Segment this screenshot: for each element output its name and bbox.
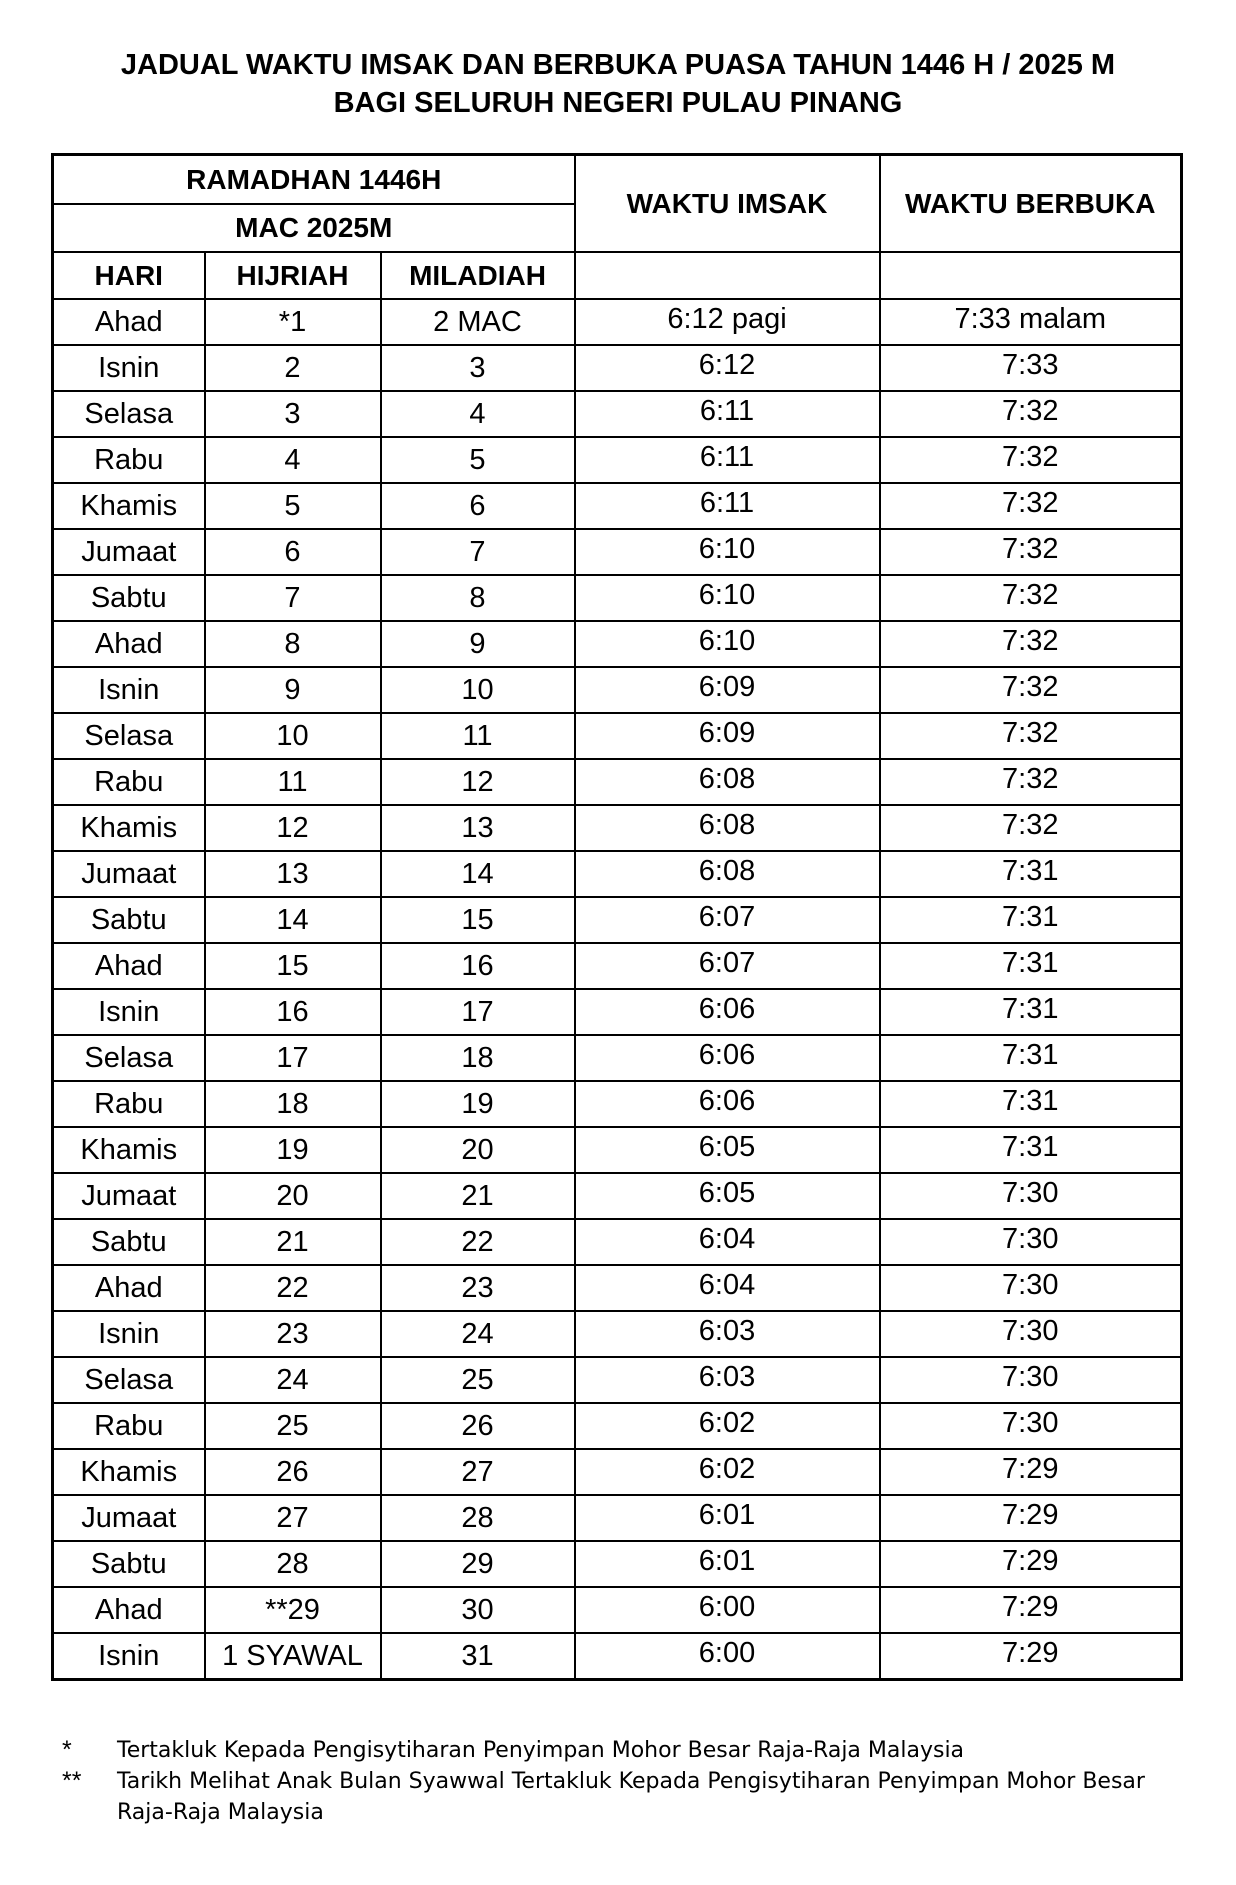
cell-hijriah: 22 (205, 1265, 381, 1311)
table-row (53, 483, 1182, 529)
table-row (53, 897, 1182, 943)
cell-berbuka: 7:30 (880, 1311, 1182, 1357)
table-row (53, 1081, 1182, 1127)
cell-hari: Khamis (53, 805, 205, 851)
cell-miladiah: 26 (381, 1403, 575, 1449)
document-title-line-1: JADUAL WAKTU IMSAK DAN BERBUKA PUASA TAHUN 1446 H / 2025 M (120, 49, 1116, 81)
cell-hijriah: *1 (205, 299, 381, 345)
document-title-line-2: BAGI SELURUH NEGERI PULAU PINANG (333, 87, 903, 119)
cell-hijriah: 8 (205, 621, 381, 667)
cell-imsak: 6:02 (575, 1449, 880, 1495)
cell-hijriah: 6 (205, 529, 381, 575)
cell-miladiah: 15 (381, 897, 575, 943)
cell-imsak: 6:01 (575, 1495, 880, 1541)
cell-hari: Isnin (53, 1633, 205, 1680)
cell-miladiah: 17 (381, 989, 575, 1035)
cell-miladiah: 16 (381, 943, 575, 989)
cell-hijriah: 11 (205, 759, 381, 805)
cell-miladiah: 31 (381, 1633, 575, 1680)
cell-hari: Selasa (53, 1035, 205, 1081)
footnote-mark: * (62, 1736, 72, 1764)
cell-imsak: 6:02 (575, 1403, 880, 1449)
cell-hari: Khamis (53, 483, 205, 529)
cell-imsak: 6:07 (575, 943, 880, 989)
cell-hari: Sabtu (53, 1541, 205, 1587)
cell-hari: Jumaat (53, 851, 205, 897)
cell-hari: Jumaat (53, 1173, 205, 1219)
cell-imsak: 6:11 (575, 391, 880, 437)
cell-berbuka: 7:31 (880, 1127, 1182, 1173)
table-row (53, 943, 1182, 989)
cell-imsak: 6:03 (575, 1357, 880, 1403)
cell-hijriah: 16 (205, 989, 381, 1035)
cell-berbuka: 7:31 (880, 943, 1182, 989)
table-row (53, 575, 1182, 621)
cell-imsak: 6:12 pagi (575, 299, 880, 345)
cell-imsak: 6:10 (575, 621, 880, 667)
cell-hijriah: 25 (205, 1403, 381, 1449)
cell-imsak: 6:01 (575, 1541, 880, 1587)
cell-berbuka: 7:31 (880, 1035, 1182, 1081)
cell-berbuka: 7:31 (880, 989, 1182, 1035)
cell-miladiah: 20 (381, 1127, 575, 1173)
cell-hari: Jumaat (53, 529, 205, 575)
table-row (53, 1127, 1182, 1173)
cell-hijriah: 21 (205, 1219, 381, 1265)
cell-berbuka: 7:31 (880, 1081, 1182, 1127)
cell-miladiah: 30 (381, 1587, 575, 1633)
cell-miladiah: 27 (381, 1449, 575, 1495)
cell-berbuka: 7:32 (880, 529, 1182, 575)
cell-hari: Selasa (53, 1357, 205, 1403)
cell-hijriah: **29 (205, 1587, 381, 1633)
cell-miladiah: 4 (381, 391, 575, 437)
cell-hijriah: 13 (205, 851, 381, 897)
cell-imsak: 6:11 (575, 437, 880, 483)
cell-hari: Selasa (53, 713, 205, 759)
cell-berbuka: 7:29 (880, 1495, 1182, 1541)
table-row (53, 1587, 1182, 1633)
cell-miladiah: 25 (381, 1357, 575, 1403)
cell-hari: Selasa (53, 391, 205, 437)
cell-hijriah: 20 (205, 1173, 381, 1219)
table-row (53, 759, 1182, 805)
cell-miladiah: 24 (381, 1311, 575, 1357)
cell-hari: Jumaat (53, 1495, 205, 1541)
cell-hari: Rabu (53, 1081, 205, 1127)
cell-imsak: 6:06 (575, 1035, 880, 1081)
cell-hijriah: 7 (205, 575, 381, 621)
cell-imsak: 6:10 (575, 575, 880, 621)
table-row (53, 1403, 1182, 1449)
cell-berbuka: 7:30 (880, 1173, 1182, 1219)
table-row (53, 851, 1182, 897)
cell-hari: Sabtu (53, 1219, 205, 1265)
cell-imsak: 6:08 (575, 759, 880, 805)
cell-berbuka: 7:32 (880, 575, 1182, 621)
cell-miladiah: 29 (381, 1541, 575, 1587)
cell-hari: Ahad (53, 1587, 205, 1633)
table-row (53, 345, 1182, 391)
cell-miladiah: 3 (381, 345, 575, 391)
cell-imsak: 6:04 (575, 1219, 880, 1265)
cell-berbuka: 7:29 (880, 1449, 1182, 1495)
cell-miladiah: 22 (381, 1219, 575, 1265)
header-hari: HARI (53, 252, 205, 299)
footnote-1 (62, 1735, 1197, 1766)
table-row (53, 1219, 1182, 1265)
cell-miladiah: 6 (381, 483, 575, 529)
footnote-text: Tarikh Melihat Anak Bulan Syawwal Tertakluk Kepada Pengisytiharan Penyimpan Mohor Besar Raja-Raja Malaysia (117, 1769, 1145, 1825)
cell-imsak: 6:04 (575, 1265, 880, 1311)
cell-miladiah: 7 (381, 529, 575, 575)
cell-miladiah: 14 (381, 851, 575, 897)
cell-berbuka: 7:32 (880, 759, 1182, 805)
cell-berbuka: 7:33 (880, 345, 1182, 391)
cell-miladiah: 11 (381, 713, 575, 759)
table-row (53, 1357, 1182, 1403)
schedule-table (51, 153, 1183, 1681)
cell-hari: Isnin (53, 667, 205, 713)
cell-berbuka: 7:32 (880, 483, 1182, 529)
table-row (53, 621, 1182, 667)
cell-imsak: 6:08 (575, 851, 880, 897)
table-row (53, 1633, 1182, 1680)
cell-miladiah: 12 (381, 759, 575, 805)
cell-hari: Ahad (53, 621, 205, 667)
cell-berbuka: 7:32 (880, 805, 1182, 851)
cell-hijriah: 18 (205, 1081, 381, 1127)
cell-imsak: 6:09 (575, 667, 880, 713)
table-row (53, 299, 1182, 345)
cell-hijriah: 12 (205, 805, 381, 851)
cell-imsak: 6:00 (575, 1633, 880, 1680)
cell-berbuka: 7:32 (880, 437, 1182, 483)
schedule-table-header (53, 155, 1182, 300)
cell-berbuka: 7:32 (880, 667, 1182, 713)
cell-hijriah: 3 (205, 391, 381, 437)
cell-berbuka: 7:30 (880, 1265, 1182, 1311)
cell-berbuka: 7:29 (880, 1587, 1182, 1633)
cell-berbuka: 7:32 (880, 713, 1182, 759)
header-imsak-blank (575, 252, 880, 299)
cell-hijriah: 23 (205, 1311, 381, 1357)
cell-hijriah: 17 (205, 1035, 381, 1081)
header-mac: MAC 2025M (53, 204, 575, 252)
cell-miladiah: 13 (381, 805, 575, 851)
cell-miladiah: 18 (381, 1035, 575, 1081)
cell-hijriah: 28 (205, 1541, 381, 1587)
cell-imsak: 6:11 (575, 483, 880, 529)
cell-berbuka: 7:33 malam (880, 299, 1182, 345)
cell-hijriah: 10 (205, 713, 381, 759)
cell-hijriah: 27 (205, 1495, 381, 1541)
header-ramadhan: RAMADHAN 1446H (53, 155, 575, 205)
table-row (53, 529, 1182, 575)
cell-imsak: 6:06 (575, 1081, 880, 1127)
cell-hari: Ahad (53, 1265, 205, 1311)
cell-imsak: 6:12 (575, 345, 880, 391)
cell-berbuka: 7:31 (880, 851, 1182, 897)
cell-imsak: 6:10 (575, 529, 880, 575)
footnotes (62, 1735, 1197, 1828)
table-row (53, 989, 1182, 1035)
cell-miladiah: 19 (381, 1081, 575, 1127)
table-row (53, 667, 1182, 713)
cell-berbuka: 7:30 (880, 1403, 1182, 1449)
cell-imsak: 6:06 (575, 989, 880, 1035)
cell-miladiah: 10 (381, 667, 575, 713)
cell-hari: Khamis (53, 1449, 205, 1495)
cell-miladiah: 2 MAC (381, 299, 575, 345)
cell-berbuka: 7:31 (880, 897, 1182, 943)
cell-berbuka: 7:32 (880, 391, 1182, 437)
cell-imsak: 6:05 (575, 1173, 880, 1219)
cell-hijriah: 24 (205, 1357, 381, 1403)
cell-imsak: 6:09 (575, 713, 880, 759)
footnote-mark: ** (62, 1767, 82, 1795)
cell-hijriah: 5 (205, 483, 381, 529)
table-row (53, 1311, 1182, 1357)
cell-miladiah: 28 (381, 1495, 575, 1541)
cell-imsak: 6:03 (575, 1311, 880, 1357)
cell-hari: Rabu (53, 1403, 205, 1449)
cell-hari: Sabtu (53, 575, 205, 621)
header-berbuka-blank (880, 252, 1182, 299)
table-row (53, 1449, 1182, 1495)
cell-miladiah: 8 (381, 575, 575, 621)
cell-miladiah: 5 (381, 437, 575, 483)
cell-hari: Ahad (53, 299, 205, 345)
table-row (53, 1265, 1182, 1311)
header-miladiah: MILADIAH (381, 252, 575, 299)
cell-imsak: 6:05 (575, 1127, 880, 1173)
table-row (53, 437, 1182, 483)
table-row (53, 1495, 1182, 1541)
cell-berbuka: 7:29 (880, 1633, 1182, 1680)
cell-hari: Isnin (53, 1311, 205, 1357)
cell-miladiah: 23 (381, 1265, 575, 1311)
cell-hijriah: 19 (205, 1127, 381, 1173)
header-hijriah: HIJRIAH (205, 252, 381, 299)
cell-hari: Rabu (53, 437, 205, 483)
cell-hijriah: 2 (205, 345, 381, 391)
cell-berbuka: 7:30 (880, 1219, 1182, 1265)
cell-berbuka: 7:30 (880, 1357, 1182, 1403)
cell-hijriah: 9 (205, 667, 381, 713)
table-row (53, 1541, 1182, 1587)
footnote-2 (62, 1766, 1197, 1828)
cell-hijriah: 1 SYAWAL (205, 1633, 381, 1680)
cell-hari: Ahad (53, 943, 205, 989)
cell-berbuka: 7:32 (880, 621, 1182, 667)
cell-miladiah: 9 (381, 621, 575, 667)
table-row (53, 391, 1182, 437)
table-row (53, 805, 1182, 851)
cell-hijriah: 4 (205, 437, 381, 483)
cell-imsak: 6:00 (575, 1587, 880, 1633)
cell-hijriah: 15 (205, 943, 381, 989)
cell-hijriah: 14 (205, 897, 381, 943)
cell-hari: Isnin (53, 989, 205, 1035)
cell-hari: Isnin (53, 345, 205, 391)
cell-hari: Sabtu (53, 897, 205, 943)
table-row (53, 1173, 1182, 1219)
cell-berbuka: 7:29 (880, 1541, 1182, 1587)
cell-hijriah: 26 (205, 1449, 381, 1495)
cell-imsak: 6:08 (575, 805, 880, 851)
table-row (53, 1035, 1182, 1081)
schedule-table-body (53, 299, 1182, 1680)
cell-hari: Rabu (53, 759, 205, 805)
cell-imsak: 6:07 (575, 897, 880, 943)
header-waktu-imsak: WAKTU IMSAK (575, 155, 880, 253)
cell-miladiah: 21 (381, 1173, 575, 1219)
table-row (53, 713, 1182, 759)
header-waktu-berbuka: WAKTU BERBUKA (880, 155, 1182, 253)
cell-hari: Khamis (53, 1127, 205, 1173)
footnote-text: Tertakluk Kepada Pengisytiharan Penyimpan Mohor Besar Raja-Raja Malaysia (117, 1738, 965, 1763)
